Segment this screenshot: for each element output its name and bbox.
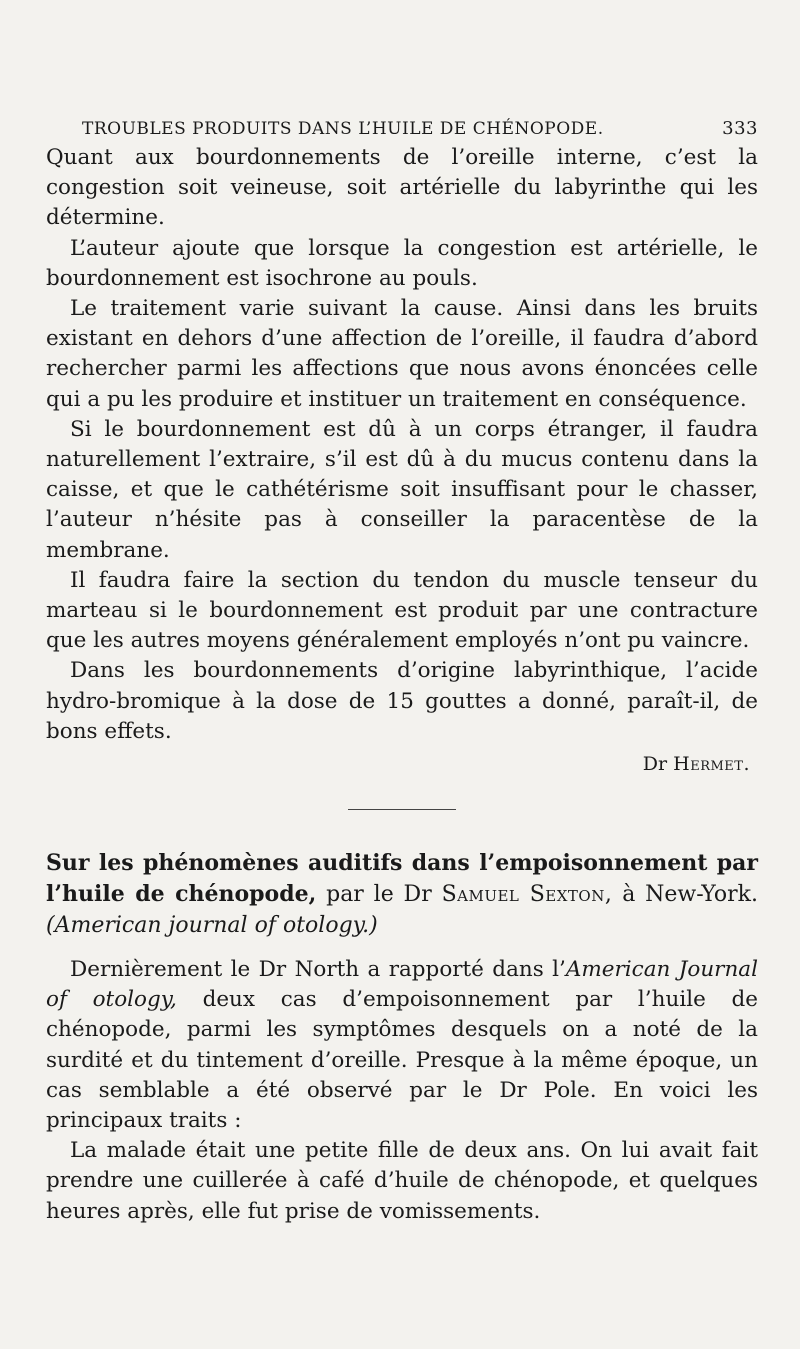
journal-name: American Journal of otology, xyxy=(46,957,758,1013)
author-name: Samuel Sexton, xyxy=(441,882,613,908)
signature-prefix: Dr xyxy=(642,753,668,776)
running-head xyxy=(82,118,758,139)
body-paragraph xyxy=(46,955,758,1136)
author-prefix: par le Dr xyxy=(326,882,432,908)
body-text: deux cas d’empoisonnement par l’huile de chénopode, parmi les symptômes desquels on a noté de la surdité et du tintement d’oreille. Presque à la même époque, un cas semblable a été observé par le Dr Pole. En voici les principaux traits : xyxy=(46,987,758,1134)
author-location: à New-York. xyxy=(622,882,758,908)
article-title-text: Sur les phénomènes auditifs dans l’empoisonnement par l’huile de chénopode, xyxy=(46,850,758,908)
paragraph: Quant aux bourdonnements de l’oreille interne, c’est la congestion soit veineuse, soit artérielle du labyrinthe qui les détermine. xyxy=(46,145,758,231)
article-title xyxy=(46,848,758,941)
page xyxy=(46,118,758,1227)
body-paragraph: La malade était une petite fille de deux ans. On lui avait fait prendre une cuillerée à café d’huile de chénopode, et quelques heures après, elle fut prise de vomissements. xyxy=(46,1138,758,1224)
body-text: Dernièrement le Dr North a rapporté dans l’ xyxy=(70,957,566,983)
signature xyxy=(46,749,750,779)
section-divider xyxy=(348,809,456,810)
running-title: TROUBLES PRODUITS DANS L’HUILE DE CHÉNOPODE. xyxy=(82,119,604,139)
signature-name: Hermet. xyxy=(673,753,750,776)
paragraph: Le traitement varie suivant la cause. Ainsi dans les bruits existant en dehors d’une affection de l’oreille, il faudra d’abord rechercher parmi les affections que nous avons énoncées celle qui a pu les produire et instituer un traitement en conséquence. xyxy=(46,296,758,412)
paragraph: Si le bourdonnement est dû à un corps étranger, il faudra naturellement l’extraire, s’il est dû à du mucus contenu dans la caisse, et que le cathétérisme soit insuffisant pour le chasser, l’auteur n’hésite pas à conseiller la paracentèse de la membrane. xyxy=(46,416,758,563)
paragraph: L’auteur ajoute que lorsque la congestion est artérielle, le bourdonnement est isochrone au pouls. xyxy=(46,235,758,291)
page-number: 333 xyxy=(722,118,758,139)
journal-reference: (American journal of otology.) xyxy=(46,913,378,939)
paragraph: Dans les bourdonnements d’origine labyrinthique, l’acide hydro-bromique à la dose de 15 gouttes a donné, paraît-il, de bons effets. xyxy=(46,658,758,744)
paragraph: Il faudra faire la section du tendon du muscle tenseur du marteau si le bourdonnement est produit par une contracture que les autres moyens généralement employés n’ont pu vaincre. xyxy=(46,567,758,654)
